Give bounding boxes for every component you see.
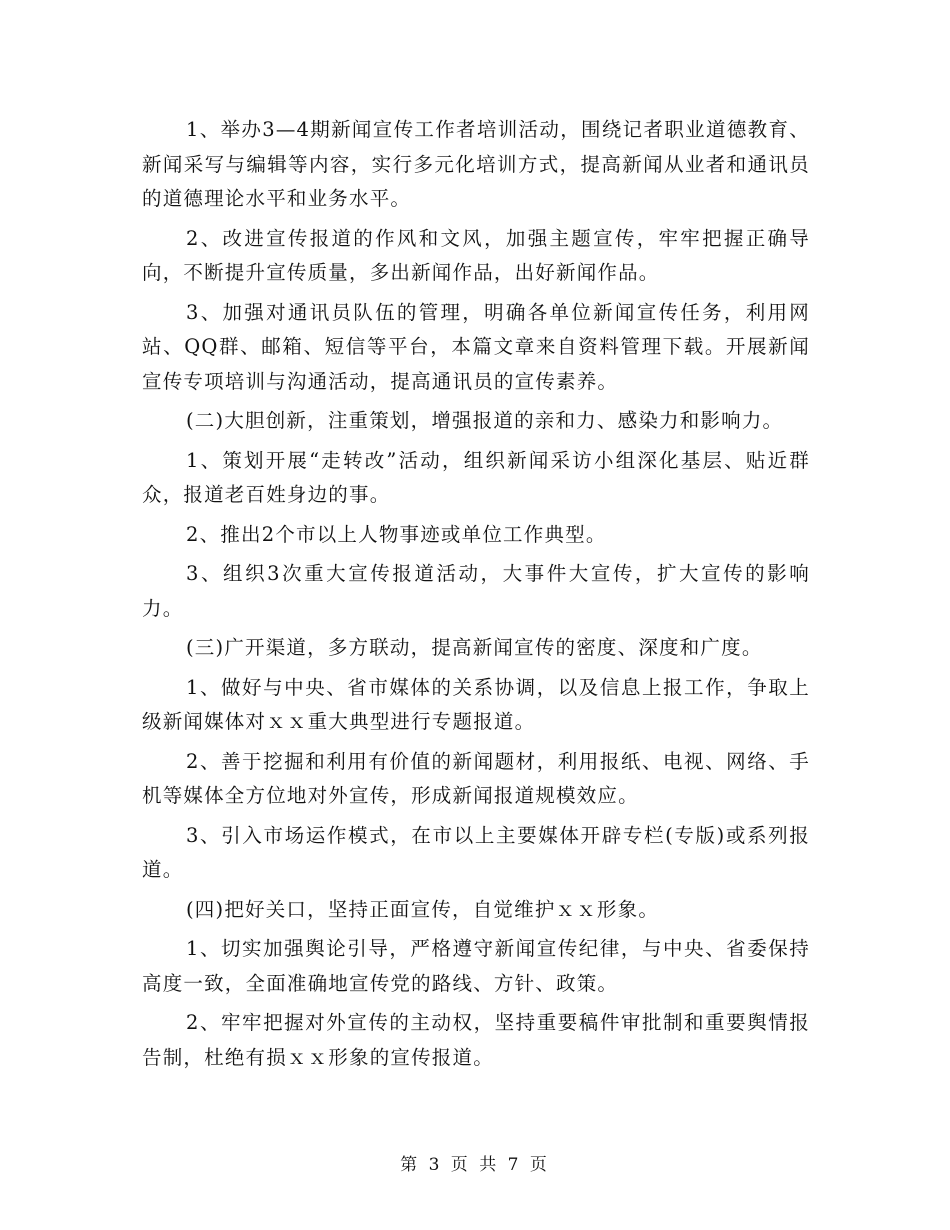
section-heading: (四)把好关口，坚持正面宣传，自觉维护ｘｘ形象。 (186, 897, 660, 921)
paragraph: 3、引入市场运作模式，在市以上主要媒体开辟专栏(专版)或系列报道。 (142, 823, 810, 881)
paragraph: 1、切实加强舆论引导，严格遵守新闻宣传纪律，与中央、省委保持高度一致，全面准确地宣传党的路线、方针、政策。 (142, 937, 810, 995)
paragraph: 3、组织3次重大宣传报道活动，大事件大宣传，扩大宣传的影响力。 (142, 562, 810, 620)
paragraph: 1、做好与中央、省市媒体的关系协调，以及信息上报工作，争取上级新闻媒体对ｘｘ重大典型进行专题报道。 (142, 675, 810, 733)
page-number: 第 3 页 共 7 页 (400, 1155, 550, 1175)
paragraph: 3、加强对通讯员队伍的管理，明确各单位新闻宣传任务，利用网站、QQ群、邮箱、短信等平台，本篇文章来自资料管理下载。开展新闻宣传专项培训与沟通活动，提高通讯员的宣传素养。 (142, 300, 810, 393)
section-heading: (三)广开渠道，多方联动，提高新闻宣传的密度、深度和广度。 (186, 636, 763, 659)
document-body (142, 113, 810, 1080)
paragraph: 1、策划开展“走转改”活动，组织新闻采访小组深化基层、贴近群众，报道老百姓身边的事。 (142, 448, 810, 506)
paragraph: 2、推出2个市以上人物事迹或单位工作典型。 (186, 522, 607, 546)
section-heading: (二)大胆创新，注重策划，增强报道的亲和力、感染力和影响力。 (186, 409, 784, 432)
paragraph: 2、牢牢把握对外宣传的主动权，坚持重要稿件审批制和重要舆情报告制，杜绝有损ｘｘ形象的宣传报道。 (142, 1011, 810, 1069)
paragraph: 1、举办3—4期新闻宣传工作者培训活动，围绕记者职业道德教育、新闻采写与编辑等内容，实行多元化培训方式，提高新闻从业者和通讯员的道德理论水平和业务水平。 (142, 118, 810, 210)
paragraph: 2、善于挖掘和利用有价值的新闻题材，利用报纸、电视、网络、手机等媒体全方位地对外宣传，形成新闻报道规模效应。 (142, 749, 810, 807)
paragraph: 2、改进宣传报道的作风和文风，加强主题宣传，牢牢把握正确导向，不断提升宣传质量，多出新闻作品，出好新闻作品。 (142, 226, 810, 284)
